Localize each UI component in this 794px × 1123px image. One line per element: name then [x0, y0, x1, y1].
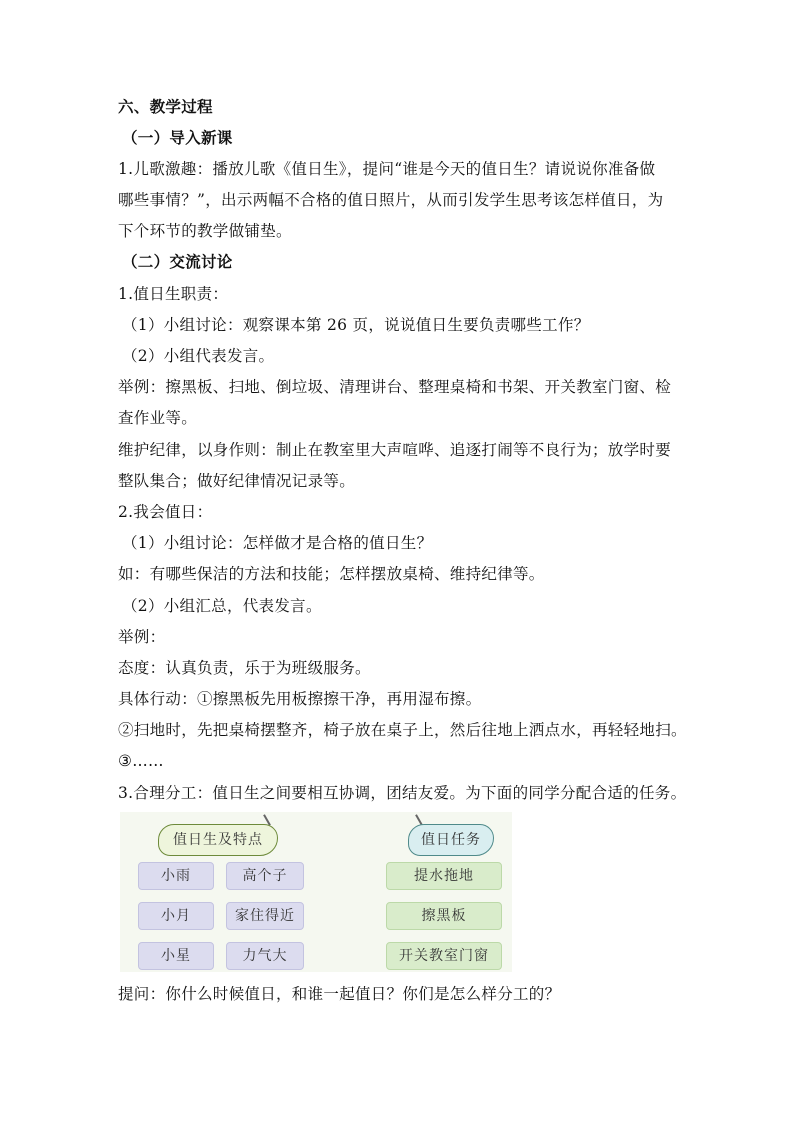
student-name-tile: 小雨 [138, 862, 214, 890]
paragraph-line: 具体行动：①擦黑板先用板擦擦干净，再用湿布擦。 [118, 690, 482, 708]
student-trait-tile: 家住得近 [226, 902, 304, 930]
sub-item: （2）小组汇总，代表发言。 [122, 597, 322, 615]
paragraph-line: 举例：擦黑板、扫地、倒垃圾、清理讲台、整理桌椅和书架、开关教室门窗、检 [118, 378, 672, 396]
paragraph-line: 整队集合；做好纪律情况记录等。 [118, 472, 356, 490]
paragraph-line: 查作业等。 [118, 409, 198, 427]
paragraph-line: 哪些事情？”，出示两幅不合格的值日照片，从而引发学生思考该怎样值日，为 [118, 191, 664, 209]
student-trait-tile: 力气大 [226, 942, 304, 970]
sub-item: （1）小组讨论：观察课本第 26 页，说说值日生要负责哪些工作？ [122, 316, 590, 334]
duty-assignment-figure [120, 812, 512, 972]
tasks-title-bubble: 值日任务 [408, 824, 494, 856]
sub-item: （2）小组代表发言。 [122, 347, 275, 365]
paragraph-line: ③…… [118, 752, 164, 770]
task-tile: 擦黑板 [386, 902, 502, 930]
paragraph-line: 下个环节的教学做铺垫。 [118, 222, 292, 240]
subsection-title-intro: （一）导入新课 [122, 128, 233, 147]
question-line: 提问：你什么时候值日，和谁一起值日？你们是怎么样分工的？ [118, 985, 561, 1003]
paragraph-line: 维护纪律，以身作则：制止在教室里大声喧哗、追逐打闹等不良行为；放学时要 [118, 441, 672, 459]
paragraph-line: 态度：认真负责，乐于为班级服务。 [118, 659, 371, 677]
paragraph-line: ②扫地时，先把桌椅摆整齐，椅子放在桌子上，然后往地上洒点水，再轻轻地扫。 [118, 721, 687, 739]
subsection-title-discussion: （二）交流讨论 [122, 252, 233, 271]
item-title: 2.我会值日： [118, 503, 213, 521]
student-name-tile: 小月 [138, 902, 214, 930]
students-title-bubble: 值日生及特点 [158, 824, 278, 856]
sub-item: （1）小组讨论：怎样做才是合格的值日生？ [122, 534, 433, 552]
section-heading: 六、教学过程 [118, 97, 213, 116]
item-title: 3.合理分工：值日生之间要相互协调，团结友爱。为下面的同学分配合适的任务。 [118, 784, 687, 802]
paragraph-line: 举例： [118, 628, 166, 646]
item-title: 1.值日生职责： [118, 285, 229, 303]
task-tile: 提水拖地 [386, 862, 502, 890]
paragraph-line: 如：有哪些保洁的方法和技能；怎样摆放桌椅、维持纪律等。 [118, 565, 545, 583]
student-trait-tile: 高个子 [226, 862, 304, 890]
paragraph-line: 1.儿歌激趣：播放儿歌《值日生》，提问“谁是今天的值日生？请说说你准备做 [118, 160, 656, 178]
task-tile: 开关教室门窗 [386, 942, 502, 970]
student-name-tile: 小星 [138, 942, 214, 970]
